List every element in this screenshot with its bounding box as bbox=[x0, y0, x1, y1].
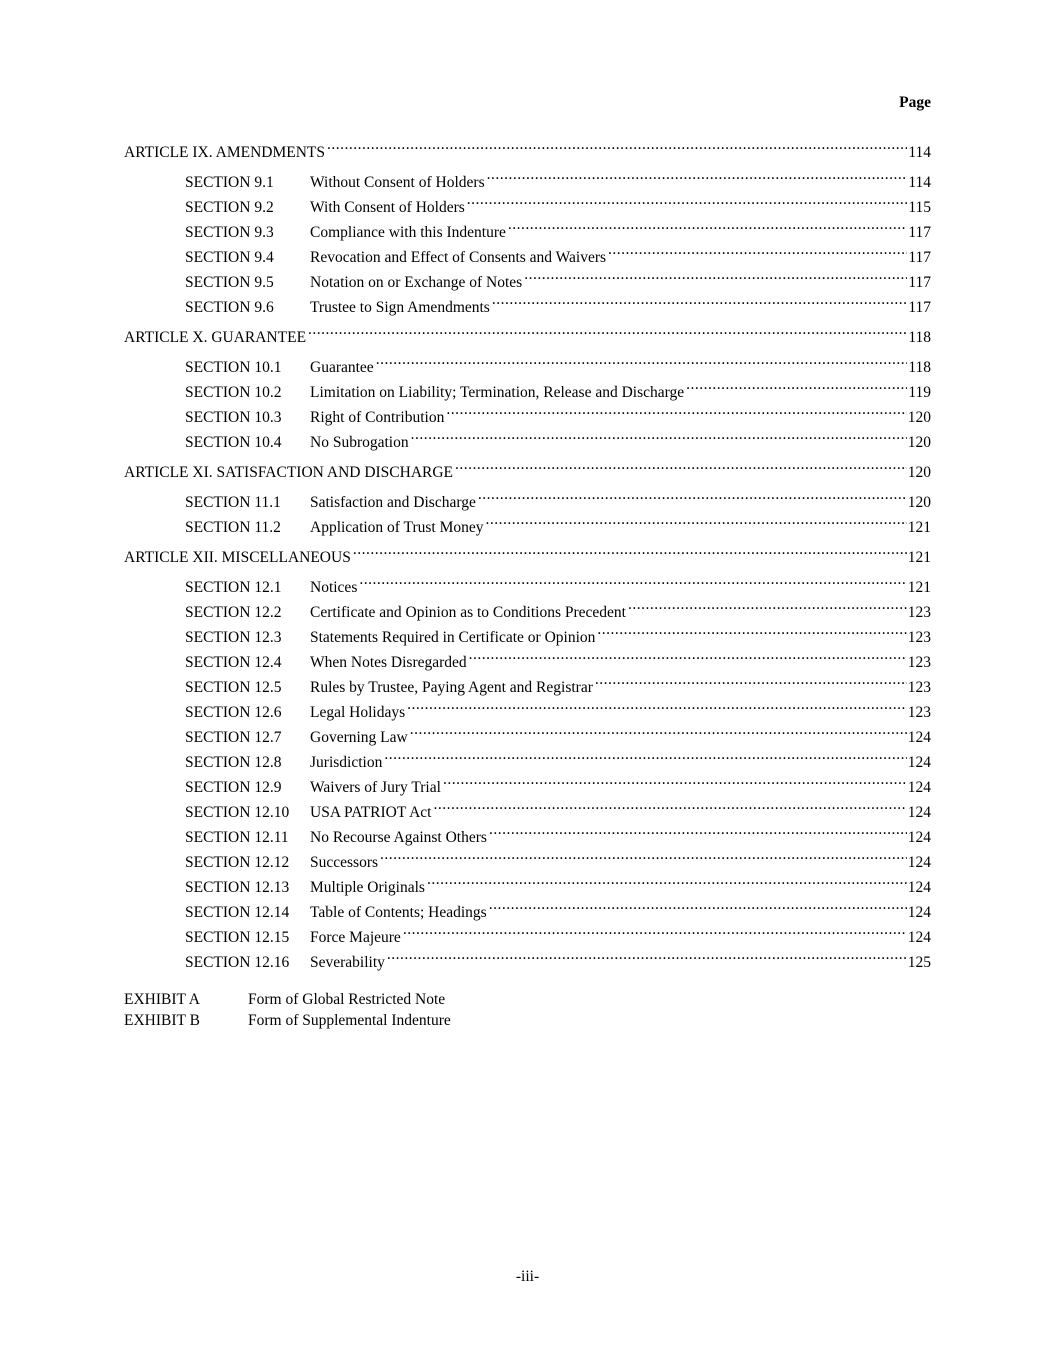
section-page-number: 121 bbox=[907, 519, 931, 536]
page-number: -iii- bbox=[515, 1268, 540, 1285]
section-page-number: 125 bbox=[907, 954, 931, 971]
section-title: Satisfaction and Discharge bbox=[310, 494, 476, 511]
section-page-number: 115 bbox=[908, 199, 931, 216]
leader-dots bbox=[524, 262, 907, 287]
section-page-number: 123 bbox=[907, 604, 931, 621]
leader-dots bbox=[427, 867, 907, 892]
toc-article-row bbox=[124, 537, 931, 566]
leader-dots bbox=[387, 942, 907, 967]
exhibit-label: EXHIBIT B bbox=[124, 1012, 200, 1029]
leader-dots bbox=[380, 842, 907, 867]
section-page-number: 123 bbox=[907, 704, 931, 721]
section-number: SECTION 11.1 bbox=[185, 494, 281, 511]
article-page-number: 114 bbox=[908, 144, 931, 161]
toc-article-row bbox=[124, 452, 931, 481]
section-title: Guarantee bbox=[310, 359, 374, 376]
section-title: Table of Contents; Headings bbox=[310, 904, 487, 921]
section-number: SECTION 12.10 bbox=[185, 804, 290, 821]
section-page-number: 123 bbox=[907, 629, 931, 646]
leader-dots bbox=[628, 592, 907, 617]
section-number: SECTION 12.7 bbox=[185, 729, 282, 746]
section-title: Compliance with this Indenture bbox=[310, 224, 506, 241]
toc-section-row bbox=[124, 162, 931, 191]
leader-dots bbox=[403, 917, 907, 942]
article-page-number: 120 bbox=[907, 464, 931, 481]
section-page-number: 124 bbox=[907, 879, 931, 896]
section-title: Force Majeure bbox=[310, 929, 401, 946]
section-number: SECTION 9.5 bbox=[185, 274, 274, 291]
section-title: Trustee to Sign Amendments bbox=[310, 299, 490, 316]
section-page-number: 120 bbox=[907, 494, 931, 511]
article-title: ARTICLE X. GUARANTEE bbox=[124, 329, 307, 346]
leader-dots bbox=[353, 537, 907, 562]
leader-dots bbox=[595, 667, 907, 692]
article-title: ARTICLE XII. MISCELLANEOUS bbox=[124, 549, 351, 566]
exhibit-list bbox=[124, 989, 451, 1031]
toc-section-row bbox=[124, 567, 931, 596]
exhibit-row bbox=[124, 1010, 451, 1031]
page-column-header: Page bbox=[899, 94, 931, 111]
section-number: SECTION 12.8 bbox=[185, 754, 282, 771]
leader-dots bbox=[489, 817, 907, 842]
section-title: Rules by Trustee, Paying Agent and Registrar bbox=[310, 679, 593, 696]
section-number: SECTION 10.1 bbox=[185, 359, 282, 376]
section-title: No Subrogation bbox=[310, 434, 409, 451]
leader-dots bbox=[608, 237, 907, 262]
leader-dots bbox=[359, 567, 906, 592]
section-title: Revocation and Effect of Consents and Waivers bbox=[310, 249, 607, 266]
section-title: Application of Trust Money bbox=[310, 519, 484, 536]
section-page-number: 117 bbox=[908, 274, 931, 291]
section-number: SECTION 9.2 bbox=[185, 199, 274, 216]
section-number: SECTION 9.3 bbox=[185, 224, 274, 241]
section-title: Governing Law bbox=[310, 729, 408, 746]
leader-dots bbox=[455, 452, 907, 477]
exhibit-row bbox=[124, 989, 451, 1010]
section-number: SECTION 11.2 bbox=[185, 519, 281, 536]
section-page-number: 124 bbox=[907, 804, 931, 821]
toc-article-row bbox=[124, 132, 931, 161]
section-page-number: 124 bbox=[907, 729, 931, 746]
section-number: SECTION 9.6 bbox=[185, 299, 274, 316]
section-page-number: 114 bbox=[908, 174, 931, 191]
section-number: SECTION 10.4 bbox=[185, 434, 282, 451]
section-title: Successors bbox=[310, 854, 379, 871]
leader-dots bbox=[384, 742, 906, 767]
section-title: No Recourse Against Others bbox=[310, 829, 487, 846]
leader-dots bbox=[487, 162, 908, 187]
leader-dots bbox=[443, 767, 907, 792]
article-title: ARTICLE IX. AMENDMENTS bbox=[124, 144, 325, 161]
section-title: When Notes Disregarded bbox=[310, 654, 467, 671]
section-page-number: 124 bbox=[907, 829, 931, 846]
section-number: SECTION 10.3 bbox=[185, 409, 282, 426]
leader-dots bbox=[327, 132, 907, 157]
leader-dots bbox=[407, 692, 907, 717]
toc-article-row bbox=[124, 317, 931, 346]
section-number: SECTION 12.4 bbox=[185, 654, 282, 671]
section-title: Jurisdiction bbox=[310, 754, 383, 771]
section-number: SECTION 9.1 bbox=[185, 174, 274, 191]
section-page-number: 117 bbox=[908, 249, 931, 266]
leader-dots bbox=[469, 642, 907, 667]
section-number: SECTION 12.15 bbox=[185, 929, 290, 946]
leader-dots bbox=[686, 372, 907, 397]
section-number: SECTION 10.2 bbox=[185, 384, 282, 401]
article-title: ARTICLE XI. SATISFACTION AND DISCHARGE bbox=[124, 464, 454, 481]
section-title: Statements Required in Certificate or Opinion bbox=[310, 629, 596, 646]
section-title: With Consent of Holders bbox=[310, 199, 465, 216]
section-title: Notices bbox=[310, 579, 358, 596]
leader-dots bbox=[467, 187, 908, 212]
section-title: Limitation on Liability; Termination, Release and Discharge bbox=[310, 384, 685, 401]
leader-dots bbox=[489, 892, 907, 917]
leader-dots bbox=[478, 482, 907, 507]
article-page-number: 121 bbox=[907, 549, 931, 566]
section-title: Legal Holidays bbox=[310, 704, 406, 721]
section-number: SECTION 12.3 bbox=[185, 629, 282, 646]
section-page-number: 124 bbox=[907, 904, 931, 921]
section-title: Notation on or Exchange of Notes bbox=[310, 274, 523, 291]
section-title: Waivers of Jury Trial bbox=[310, 779, 441, 796]
exhibit-label: EXHIBIT A bbox=[124, 991, 200, 1008]
leader-dots bbox=[508, 212, 907, 237]
leader-dots bbox=[411, 422, 907, 447]
exhibit-title: Form of Global Restricted Note bbox=[248, 991, 446, 1008]
section-page-number: 119 bbox=[908, 384, 931, 401]
section-number: SECTION 12.2 bbox=[185, 604, 282, 621]
section-page-number: 120 bbox=[907, 434, 931, 451]
section-page-number: 118 bbox=[908, 359, 931, 376]
section-number: SECTION 12.16 bbox=[185, 954, 290, 971]
section-number: SECTION 12.1 bbox=[185, 579, 282, 596]
section-title: USA PATRIOT Act bbox=[310, 804, 432, 821]
section-number: SECTION 12.6 bbox=[185, 704, 282, 721]
leader-dots bbox=[492, 287, 907, 312]
leader-dots bbox=[433, 792, 906, 817]
toc-section-row bbox=[124, 482, 931, 511]
leader-dots bbox=[410, 717, 907, 742]
section-number: SECTION 12.12 bbox=[185, 854, 290, 871]
section-page-number: 124 bbox=[907, 929, 931, 946]
section-number: SECTION 12.13 bbox=[185, 879, 290, 896]
section-title: Severability bbox=[310, 954, 385, 971]
section-page-number: 124 bbox=[907, 854, 931, 871]
section-page-number: 123 bbox=[907, 679, 931, 696]
section-title: Certificate and Opinion as to Conditions Precedent bbox=[310, 604, 626, 621]
section-page-number: 123 bbox=[907, 654, 931, 671]
section-title: Right of Contribution bbox=[310, 409, 445, 426]
section-number: SECTION 12.9 bbox=[185, 779, 282, 796]
section-number: SECTION 12.14 bbox=[185, 904, 290, 921]
exhibit-title: Form of Supplemental Indenture bbox=[248, 1012, 451, 1029]
leader-dots bbox=[308, 317, 907, 342]
section-title: Without Consent of Holders bbox=[310, 174, 485, 191]
section-page-number: 124 bbox=[907, 779, 931, 796]
section-page-number: 117 bbox=[908, 224, 931, 241]
article-page-number: 118 bbox=[908, 329, 931, 346]
section-number: SECTION 9.4 bbox=[185, 249, 274, 266]
section-page-number: 124 bbox=[907, 754, 931, 771]
section-page-number: 121 bbox=[907, 579, 931, 596]
leader-dots bbox=[376, 347, 908, 372]
table-of-contents bbox=[124, 132, 931, 971]
section-number: SECTION 12.5 bbox=[185, 679, 282, 696]
section-title: Multiple Originals bbox=[310, 879, 425, 896]
leader-dots bbox=[486, 507, 907, 532]
leader-dots bbox=[446, 397, 906, 422]
leader-dots bbox=[597, 617, 906, 642]
section-page-number: 120 bbox=[907, 409, 931, 426]
section-number: SECTION 12.11 bbox=[185, 829, 289, 846]
section-page-number: 117 bbox=[908, 299, 931, 316]
toc-section-row bbox=[124, 347, 931, 376]
